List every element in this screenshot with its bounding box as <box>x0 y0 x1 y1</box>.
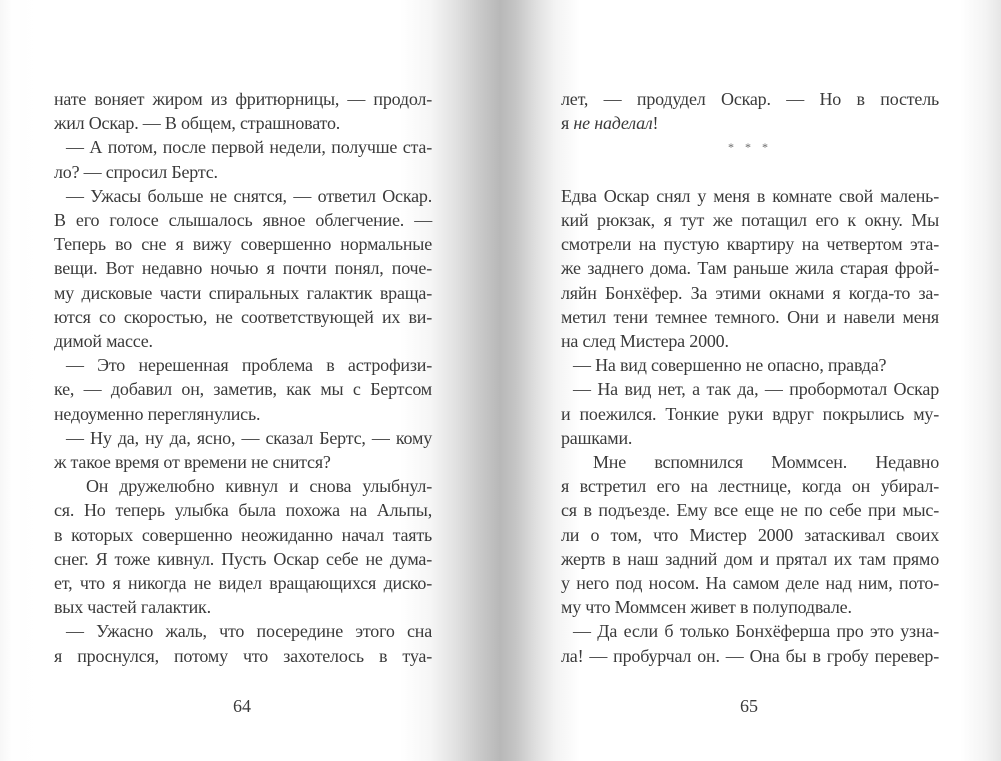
text-line <box>561 111 939 135</box>
text-line: ются со скоростью, не соответствующей их ви- <box>54 306 432 327</box>
text-line: жил Оскар. — В общем, страшновато. <box>54 113 341 134</box>
text-line: вещи. Вот недавно ночью я почти понял, поче- <box>54 258 432 279</box>
text-segment: я <box>561 113 574 134</box>
text-line: я встретил его на лестнице, когда он убирал- <box>561 476 939 497</box>
text-line: Теперь во сне я вижу совершенно нормальные <box>54 234 432 255</box>
text-line: ке, — добавил он, заметив, как мы с Бертсом <box>54 379 432 400</box>
text-line: — На вид нет, а так да, — пробормотал Оскар <box>573 379 939 400</box>
text-line: нате воняет жиром из фритюрницы, — продол- <box>54 89 432 109</box>
text-line: вых частей галактик. <box>54 597 211 618</box>
text-line: — На вид совершенно не опасно, правда? <box>573 355 887 376</box>
text-line: ляйн Бонхёфер. За этими окнами я когда-то за- <box>561 282 939 303</box>
text-line: у него под носом. На самом деле над ним, пото- <box>561 573 939 594</box>
text-line: — А потом, после первой недели, получше ста- <box>66 137 432 158</box>
text-line: недоуменно переглянулись. <box>54 403 261 424</box>
text-line: ло? — спросил Бертс. <box>54 161 218 182</box>
text-line: ла! — пробурчал он. — Она бы в гробу перевер- <box>561 645 939 666</box>
text-line: жертв в наш задний дом и прятал их там прямо <box>561 548 939 569</box>
italic-text: не наделал <box>573 113 653 134</box>
text-line: снег. Я тоже кивнул. Пусть Оскар себе не дума- <box>54 548 432 569</box>
section-separator: * * * <box>728 140 772 155</box>
text-line: ли о том, что Мистер 2000 затаскивал своих <box>561 524 939 545</box>
text-line: му дисковые части спиральных галактик враща- <box>54 282 432 303</box>
text-line: же заднего дома. Там раньше жила старая фрой- <box>561 258 939 279</box>
page-number: 65 <box>740 696 758 716</box>
text-line: ся. Но теперь улыбка была похожа на Альпы, <box>54 500 432 521</box>
text-line: димой массе. <box>54 331 153 352</box>
text-line: и поежился. Тонкие руки вдруг покрылись му- <box>561 403 939 424</box>
page-number: 64 <box>233 696 251 716</box>
text-line: ж такое время от времени не снится? <box>54 452 331 473</box>
text-line: в которых совершенно неожиданно начал таять <box>54 524 432 545</box>
text-line: — Ужасы больше не снятся, — ответил Оскар. <box>66 185 432 206</box>
text-line: смотрели на пустую квартиру на четвертом эта- <box>561 234 939 255</box>
text-line: — Это нерешенная проблема в астрофизи- <box>66 355 432 376</box>
text-line: ся в подъезде. Ему все еще не по себе при мыс- <box>561 500 939 521</box>
text-line: на след Мистера 2000. <box>561 331 729 352</box>
text-line: — Ну да, ну да, ясно, — сказал Бертс, — кому <box>66 427 432 448</box>
text-line: рашками. <box>561 427 633 448</box>
text-line: кий рюкзак, я тут же потащил его к окну. Мы <box>561 210 939 230</box>
text-line: В его голосе слышалось явное облегчение. — <box>54 210 432 231</box>
text-line: Мне вспомнился Моммсен. Недавно <box>593 452 939 473</box>
text-segment: ! <box>652 113 659 134</box>
text-line: му что Моммсен живет в полуподвале. <box>561 597 852 618</box>
text-line: ет, что я никогда не видел вращающихся диско- <box>54 573 432 594</box>
text-line: — Да если б только Бонхёферша про это узна- <box>573 621 939 642</box>
left-page <box>54 87 432 668</box>
right-page <box>561 87 939 668</box>
text-line: Он дружелюбно кивнул и снова улыбнул- <box>86 476 432 497</box>
text-line: Едва Оскар снял у меня в комнате свой малень- <box>561 185 939 206</box>
text-line: метил тени темнее темного. Они и навели меня <box>561 306 939 327</box>
spacer <box>561 160 939 184</box>
text-line: лет, — продудел Оскар. — Но в постель <box>561 89 939 109</box>
text-line: я проснулся, потому что захотелось в туа- <box>54 645 432 666</box>
text-line: — Ужасно жаль, что посередине этого сна <box>66 621 432 642</box>
